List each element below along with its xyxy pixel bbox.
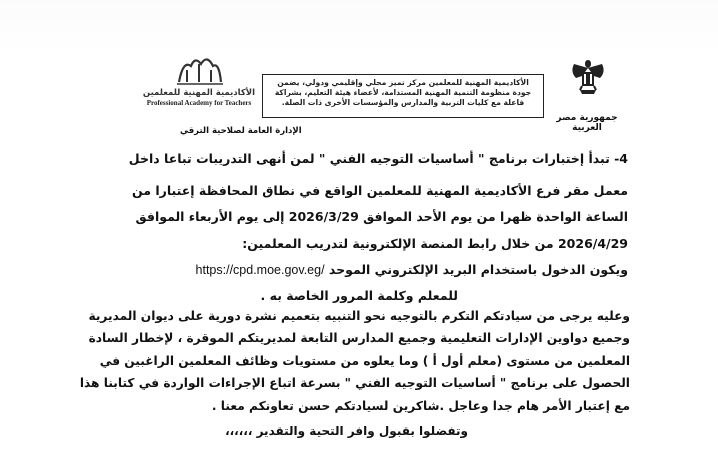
scan-edge [0, 0, 718, 52]
paragraph-2-line-5: مع إعتبار الأمر هام جدا وعاجل .شاكرين لسيادتكم حسن تعاونكم معنا . [211, 399, 630, 413]
egypt-eagle-icon [568, 56, 608, 100]
login-instruction: ويكون الدخول باستخدام البريد الإلكتروني الموحد [328, 262, 628, 277]
item4-line-1: 4- تبدأ إختبارات برنامج " أساسيات التوجيه الفني " لمن أنهى التدريبات تباعا داخل [128, 151, 628, 166]
item4-line-4: 2026/4/29 من خلال رابط المنصة الإلكترونية لتدريب المعلمين: [242, 236, 628, 251]
paragraph-2-line-2: وجميع دواوين الإدارات التعليمية وجميع المدارس التابعة لمديريتكم الموقرة ، لإخطار السادة [88, 331, 630, 345]
paragraph-2-line-1: وعليه يرجى من سيادتكم التكرم بالتوجيه نحو التنبيه بتعميم نشرة دورية على ديوان المديرية [88, 309, 630, 323]
country-label: جمهورية مصر العربية [556, 113, 618, 133]
item4-line-5 [196, 259, 628, 281]
item4-line-2: معمل مقر فرع الأكاديمية المهنية للمعلمين الواقع في نطاق المحافظة إعتبارا من [132, 183, 628, 198]
paragraph-2-line-3: المعلمين من مستوى (معلم أول أ ) وما يعلوه من مستويات وظائف المعلمين الراغبين في [99, 354, 630, 368]
academy-name-arabic: الأكاديمية المهنية للمعلمين [142, 88, 256, 98]
academy-emblem-icon [169, 52, 229, 88]
item4-line-6: للمعلم وكلمة المرور الخاصة به . [260, 288, 458, 303]
platform-link[interactable]: https://cpd.moe.gov.eg/ [195, 263, 325, 277]
academy-vision-box: الأكاديمية المهنية للمعلمين مركز تميز محلي وإقليمي ودولي، يضمن جودة منظومة التنمية المهنية المستدامة، لأعضاء هيئة التعليم، بشراكة فاعلة مع كليات التربية والمدارس والمؤسسات الأخرى ذات الصلة. [262, 74, 544, 118]
paragraph-2-line-4: الحصول على برنامج " أساسيات التوجيه الفني " بسرعة اتباع الإجراءات الواردة في كتابنا هذا [79, 376, 630, 390]
closing-line: وتفضلوا بقبول وافر التحية والتقدير ،،،،،، [225, 424, 468, 438]
academy-logo [140, 52, 258, 116]
academy-name-english: Professional Academy for Teachers [146, 99, 252, 107]
item4-line-3: الساعة الواحدة ظهرا من يوم الأحد الموافق 2026/3/29 إلى يوم الأربعاء الموافق [135, 209, 628, 224]
department-label: الإدارة العامة لصلاحية الترقي [180, 126, 302, 136]
